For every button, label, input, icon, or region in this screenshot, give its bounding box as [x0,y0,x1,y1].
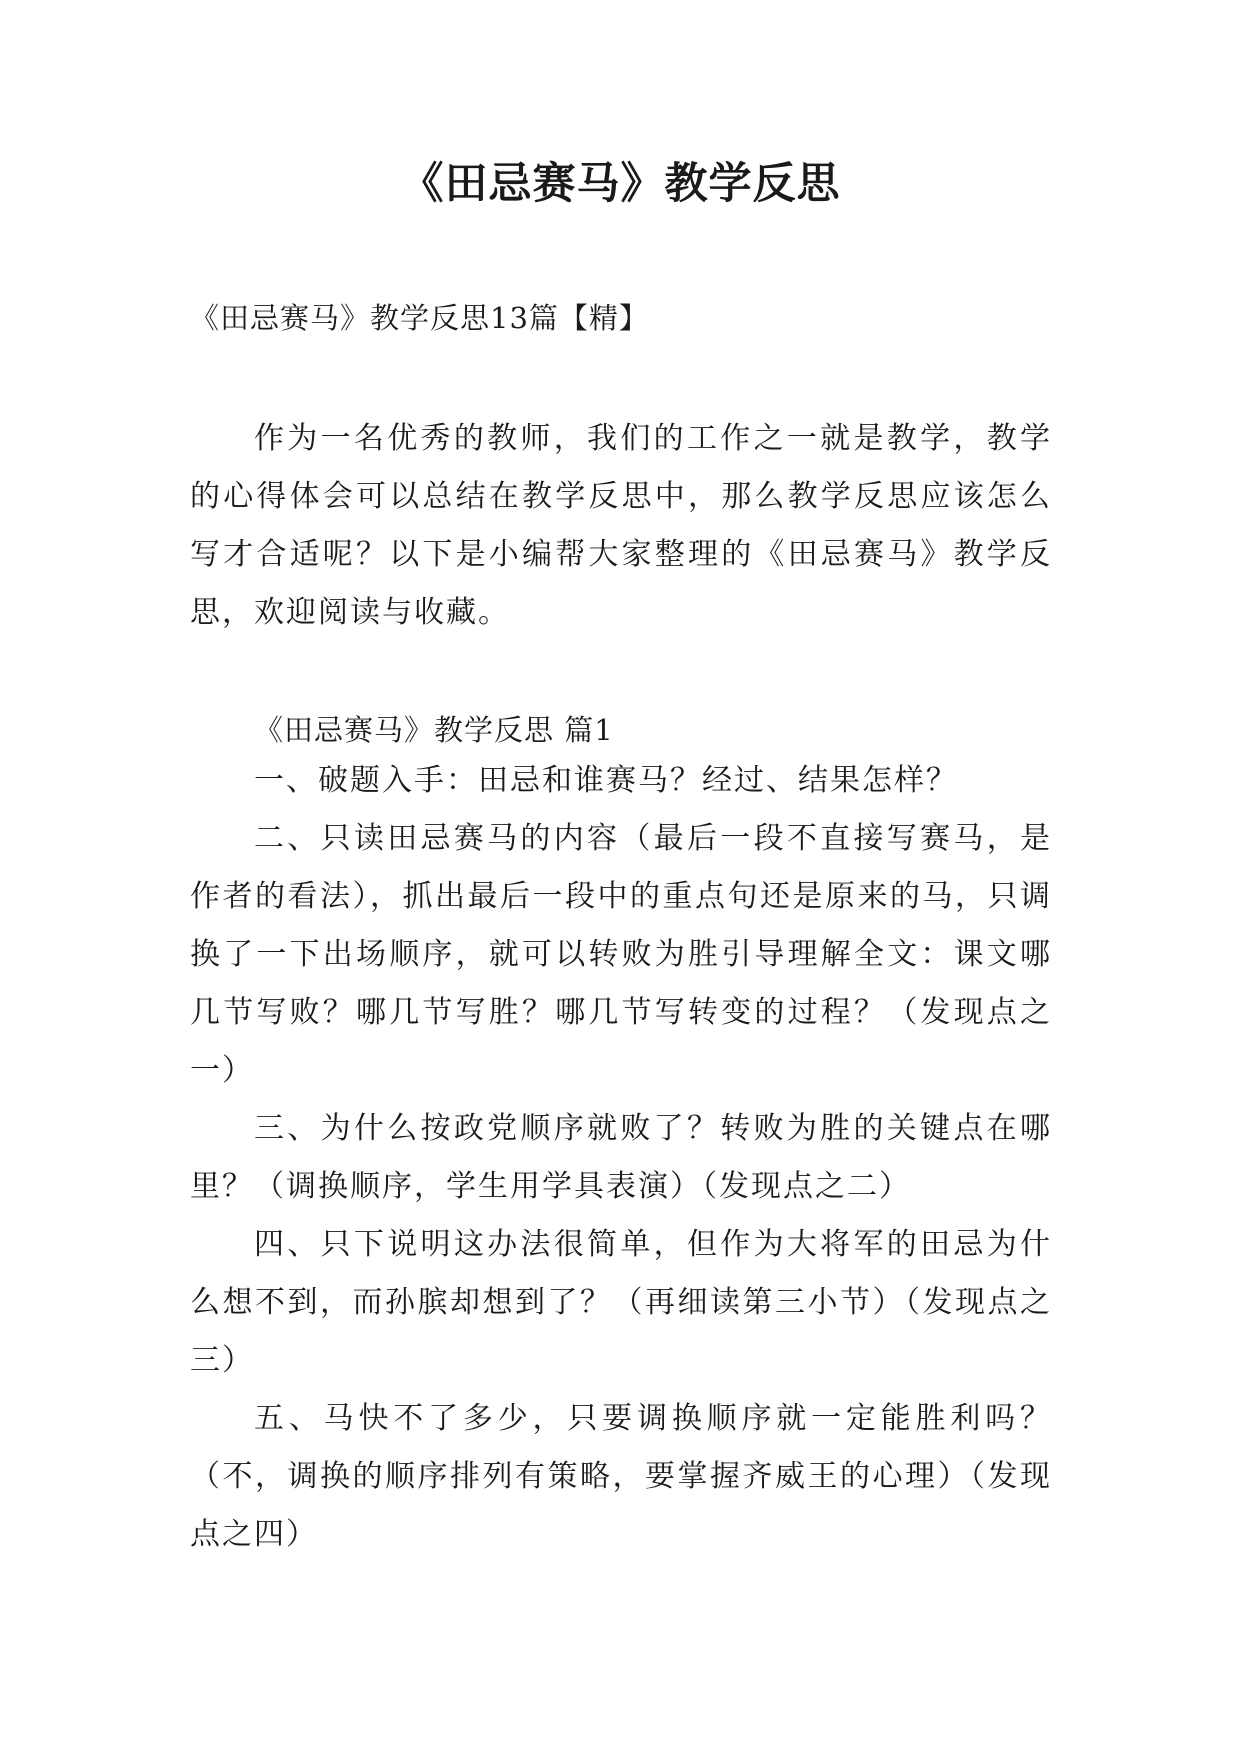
item-list [190,752,1052,1564]
list-item: 一、破题入手：田忌和谁赛马？经过、结果怎样？ [254,763,958,798]
list-item: 二、只读田忌赛马的内容（最后一段不直接写赛马，是作者的看法），抓出最后一段中的重点句还是原来的马，只调换了一下出场顺序，就可以转败为胜引导理解全文：课文哪几节写败？哪几节写胜？哪几节写转变的过程？（发现点之一） [190,821,1052,1088]
intro-paragraph: 作为一名优秀的教师，我们的工作之一就是教学，教学的心得体会可以总结在教学反思中，那么教学反思应该怎么写才合适呢？以下是小编帮大家整理的《田忌赛马》教学反思，欢迎阅读与收藏。 [190,421,1052,630]
document-title: 《田忌赛马》教学反思 [400,159,841,209]
list-item: 五、马快不了多少，只要调换顺序就一定能胜利吗？（不，调换的顺序排列有策略，要掌握齐威王的心理）（发现点之四） [190,1401,1052,1552]
section-heading: 《田忌赛马》教学反思 篇1 [254,713,614,747]
document-subtitle: 《田忌赛马》教学反思13篇【精】 [190,301,649,335]
list-item: 四、只下说明这办法很简单，但作为大将军的田忌为什么想不到，而孙膑却想到了？（再细读第三小节）（发现点之三） [190,1227,1052,1378]
list-item: 三、为什么按政党顺序就败了？转败为胜的关键点在哪里？（调换顺序，学生用学具表演）（发现点之二） [190,1111,1052,1204]
